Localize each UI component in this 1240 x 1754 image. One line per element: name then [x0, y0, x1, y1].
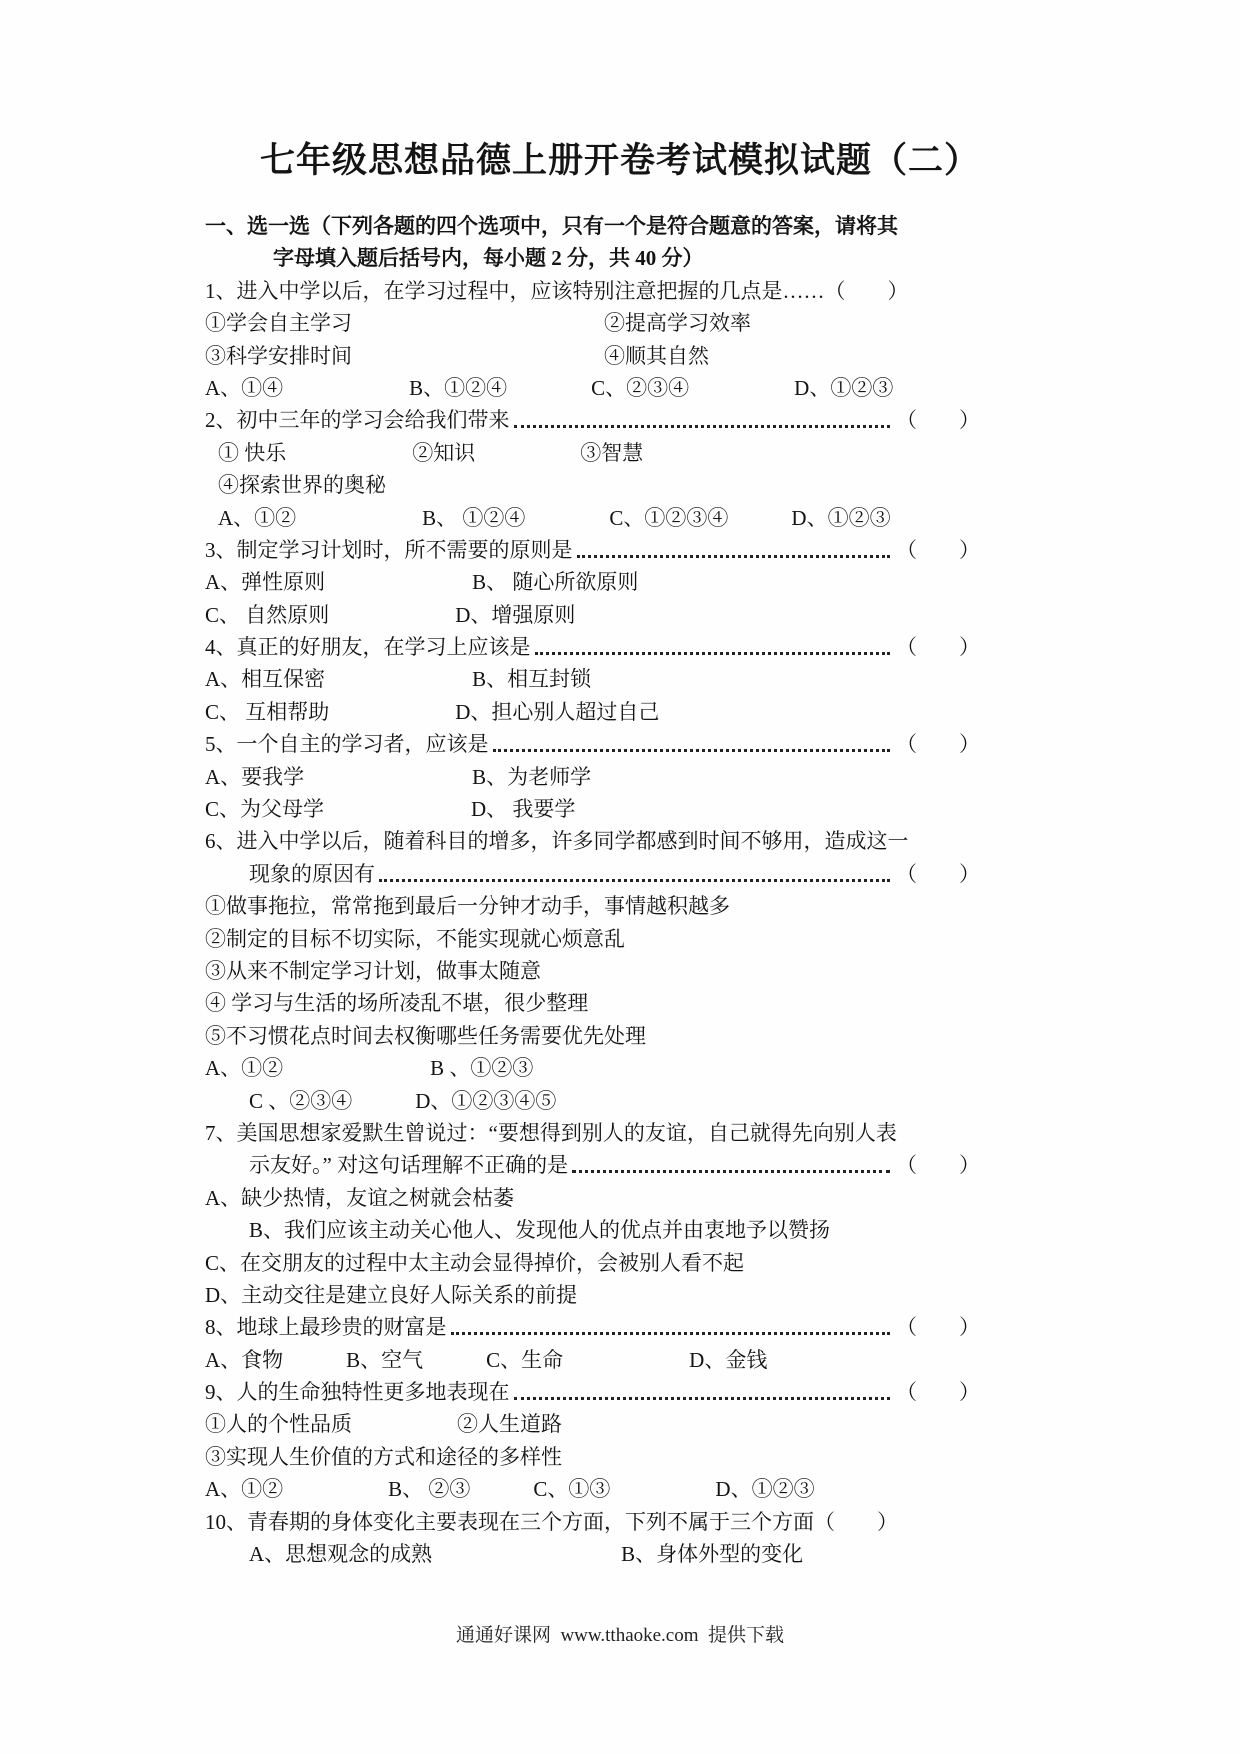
text-line — [205, 1506, 980, 1538]
line-text: A、①② B 、①②③ — [205, 1056, 534, 1081]
text-line — [205, 534, 980, 566]
dotted-leader — [451, 1320, 891, 1335]
text-line — [205, 1085, 980, 1117]
text-line — [205, 599, 980, 631]
text-line — [205, 1020, 980, 1052]
answer-bracket: （ ） — [896, 408, 980, 433]
footer-credit: 通通好课网 www.tthaoke.com 提供下载 — [455, 1625, 785, 1646]
answer-bracket: （ ） — [896, 537, 980, 562]
text-line — [205, 437, 980, 469]
line-text: 示友好。” 对这句话理解不正确的是 — [249, 1153, 569, 1178]
line-text: ②制定的目标不切实际，不能实现就心烦意乱 — [205, 926, 625, 951]
line-text: 6、进入中学以后，随着科目的增多，许多同学都感到时间不够用，造成这一 — [205, 829, 909, 854]
text-line — [205, 242, 980, 274]
dotted-leader — [572, 1158, 890, 1173]
line-text: A、思想观念的成熟 B、身体外型的变化 — [249, 1542, 804, 1567]
answer-bracket: （ ） — [824, 278, 909, 303]
line-text: C、 自然原则 D、增强原则 — [205, 602, 576, 627]
line-text: ④探索世界的奥秘 — [218, 473, 386, 498]
dotted-leader — [514, 413, 891, 428]
document-lines — [205, 210, 980, 1570]
page-title: 七年级思想品德上册开卷考试模拟试题（二） — [259, 141, 980, 180]
answer-bracket: （ ） — [896, 732, 980, 757]
line-text: A、要我学 B、为老师学 — [205, 764, 592, 789]
dotted-leader — [577, 543, 891, 558]
text-line — [205, 1538, 980, 1570]
text-line — [205, 761, 980, 793]
text-line — [205, 502, 980, 534]
text-line — [205, 793, 980, 825]
text-line — [205, 631, 980, 663]
text-line — [205, 923, 980, 955]
text-line — [205, 955, 980, 987]
line-text: 2、初中三年的学习会给我们带来 — [205, 408, 510, 433]
text-line — [205, 404, 980, 436]
line-text: A、弹性原则 B、 随心所欲原则 — [205, 570, 639, 595]
line-text: 9、人的生命独特性更多地表现在 — [205, 1380, 510, 1405]
line-text: A、①④ B、①②④ C、②③④ D、①②③ — [205, 375, 894, 400]
line-text: B、我们应该主动关心他人、发现他人的优点并由衷地予以赞扬 — [249, 1218, 831, 1243]
text-line — [205, 307, 980, 339]
text-line — [205, 1214, 980, 1246]
line-text: C、在交朋友的过程中太主动会显得掉价，会被别人看不起 — [205, 1250, 745, 1275]
text-line — [205, 1408, 980, 1440]
text-line — [205, 858, 980, 890]
line-text: 5、一个自主的学习者，应该是 — [205, 732, 489, 757]
text-line — [205, 340, 980, 372]
dotted-leader — [535, 640, 891, 655]
text-line — [205, 372, 980, 404]
line-text: 一、选一选（下列各题的四个选项中，只有一个是符合题意的答案，请将其 — [205, 214, 898, 238]
text-line — [205, 1149, 980, 1181]
line-text: C、 互相帮助 D、担心别人超过自己 — [205, 699, 660, 724]
text-line — [205, 1182, 980, 1214]
dotted-leader — [493, 737, 891, 752]
answer-bracket: （ ） — [814, 1509, 898, 1534]
text-line — [205, 890, 980, 922]
line-text: A、食物 B、空气 C、生命 D、金钱 — [205, 1347, 768, 1372]
line-text: 8、地球上最珍贵的财富是 — [205, 1315, 447, 1340]
line-text: ①学会自主学习 ②提高学习效率 — [205, 311, 751, 336]
text-line — [205, 1247, 980, 1279]
text-line — [205, 728, 980, 760]
text-line — [205, 825, 980, 857]
text-line — [205, 210, 980, 242]
line-text: 1、进入中学以后，在学习过程中，应该特别注意把握的几点是…… — [205, 278, 825, 303]
text-line — [205, 1344, 980, 1376]
text-line — [205, 1117, 980, 1149]
dotted-leader — [514, 1385, 891, 1400]
line-text: ④ 学习与生活的场所凌乱不堪，很少整理 — [205, 991, 589, 1016]
line-text: ③从来不制定学习计划，做事太随意 — [205, 958, 541, 983]
text-line — [205, 275, 980, 307]
answer-bracket: （ ） — [896, 635, 980, 660]
line-text: C 、②③④ D、①②③④⑤ — [249, 1088, 557, 1113]
line-text: ①人的个性品质 ②人生道路 — [205, 1412, 562, 1437]
line-text: 现象的原因有 — [249, 861, 375, 886]
text-line — [205, 1279, 980, 1311]
line-text: ③实现人生价值的方式和途径的多样性 — [205, 1444, 562, 1469]
line-text: ① 快乐 ②知识 ③智慧 — [218, 440, 644, 465]
answer-bracket: （ ） — [896, 1315, 980, 1340]
line-text: A、相互保密 B、相互封锁 — [205, 667, 592, 692]
answer-bracket: （ ） — [896, 1153, 980, 1178]
dotted-leader — [379, 867, 890, 882]
line-text: ⑤不习惯花点时间去权衡哪些任务需要优先处理 — [205, 1023, 646, 1048]
line-text: 字母填入题后括号内，每小题 2 分，共 40 分） — [273, 246, 704, 271]
text-line — [205, 1052, 980, 1084]
answer-bracket: （ ） — [896, 861, 980, 886]
line-text: 10、青春期的身体变化主要表现在三个方面，下列不属于三个方面 — [205, 1509, 814, 1534]
line-text: A、①② B、 ②③ C、①③ D、①②③ — [205, 1477, 815, 1502]
line-text: 7、美国思想家爱默生曾说过：“要想得到别人的友谊，自己就得先向别人表 — [205, 1120, 897, 1145]
text-line — [205, 1441, 980, 1473]
text-line — [205, 696, 980, 728]
line-text: ③科学安排时间 ④顺其自然 — [205, 343, 709, 368]
line-text: 3、制定学习计划时，所不需要的原则是 — [205, 537, 573, 562]
line-text: ①做事拖拉，常常拖到最后一分钟才动手，事情越积越多 — [205, 894, 730, 919]
line-text: C、为父母学 D、 我要学 — [205, 797, 576, 822]
text-line — [205, 1311, 980, 1343]
text-line — [205, 1473, 980, 1505]
line-text: D、主动交往是建立良好人际关系的前提 — [205, 1282, 578, 1307]
text-line — [205, 1376, 980, 1408]
line-text: A、①② B、 ①②④ C、①②③④ D、①②③ — [218, 505, 891, 530]
line-text: 4、真正的好朋友，在学习上应该是 — [205, 635, 531, 660]
text-line — [205, 663, 980, 695]
line-text: A、缺少热情，友谊之树就会枯萎 — [205, 1185, 515, 1210]
text-line — [205, 469, 980, 501]
answer-bracket: （ ） — [896, 1380, 980, 1405]
text-line — [205, 566, 980, 598]
text-line — [205, 987, 980, 1019]
